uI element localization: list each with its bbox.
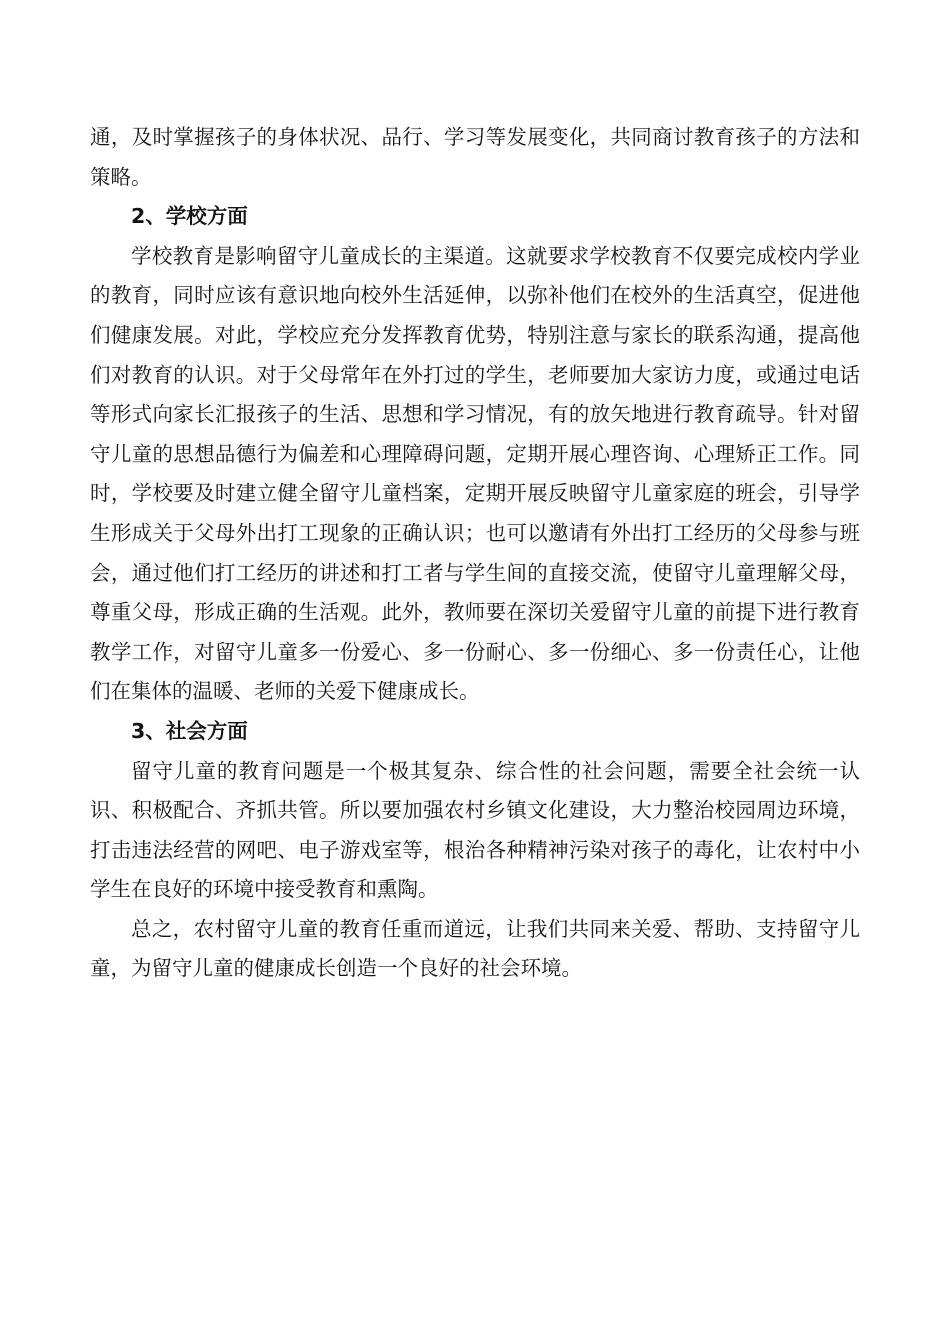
paragraph-family-continuation: 通，及时掌握孩子的身体状况、品行、学习等发展变化，共同商讨教育孩子的方法和策略。 <box>90 125 860 189</box>
paragraph-society: 留守儿童的教育问题是一个极其复杂、综合性的社会问题，需要全社会统一认识、积极配合、齐抓共管。所以要加强农村乡镇文化建设，大力整治校园周边环境，打击违法经营的网吧、电子游戏室等，根治各种精神污染对孩子的毒化，让农村中小学生在良好的环境中接受教育和熏陶。 <box>90 758 860 902</box>
document-body <box>90 118 860 989</box>
paragraph-school: 学校教育是影响留守儿童成长的主渠道。这就要求学校教育不仅要完成校内学业的教育，同时应该有意识地向校外生活延伸，以弥补他们在校外的生活真空，促进他们健康发展。对此，学校应充分发挥教育优势，特别注意与家长的联系沟通，提高他们对教育的认识。对于父母常年在外打过的学生，老师要加大家访力度，或通过电话等形式向家长汇报孩子的生活、思想和学习情况，有的放矢地进行教育疏导。针对留守儿童的思想品德行为偏差和心理障碍问题，定期开展心理咨询、心理矫正工作。同时，学校要及时建立健全留守儿童档案，定期开展反映留守儿童家庭的班会，引导学生形成关于父母外出打工现象的正确认识；也可以邀请有外出打工经历的父母参与班会，通过他们打工经历的讲述和打工者与学生间的直接交流，使留守儿童理解父母，尊重父母，形成正确的生活观。此外，教师要在深切关爱留守儿童的前提下进行教育教学工作，对留守儿童多一份爱心、多一份耐心、多一份细心、多一份责任心，让他们在集体的温暖、老师的关爱下健康成长。 <box>90 243 860 704</box>
paragraph-conclusion: 总之，农村留守儿童的教育任重而道远，让我们共同来关爱、帮助、支持留守儿童，为留守儿童的健康成长创造一个良好的社会环境。 <box>90 916 860 981</box>
heading-society: 3、社会方面 <box>131 718 248 743</box>
heading-school: 2、学校方面 <box>131 204 248 229</box>
